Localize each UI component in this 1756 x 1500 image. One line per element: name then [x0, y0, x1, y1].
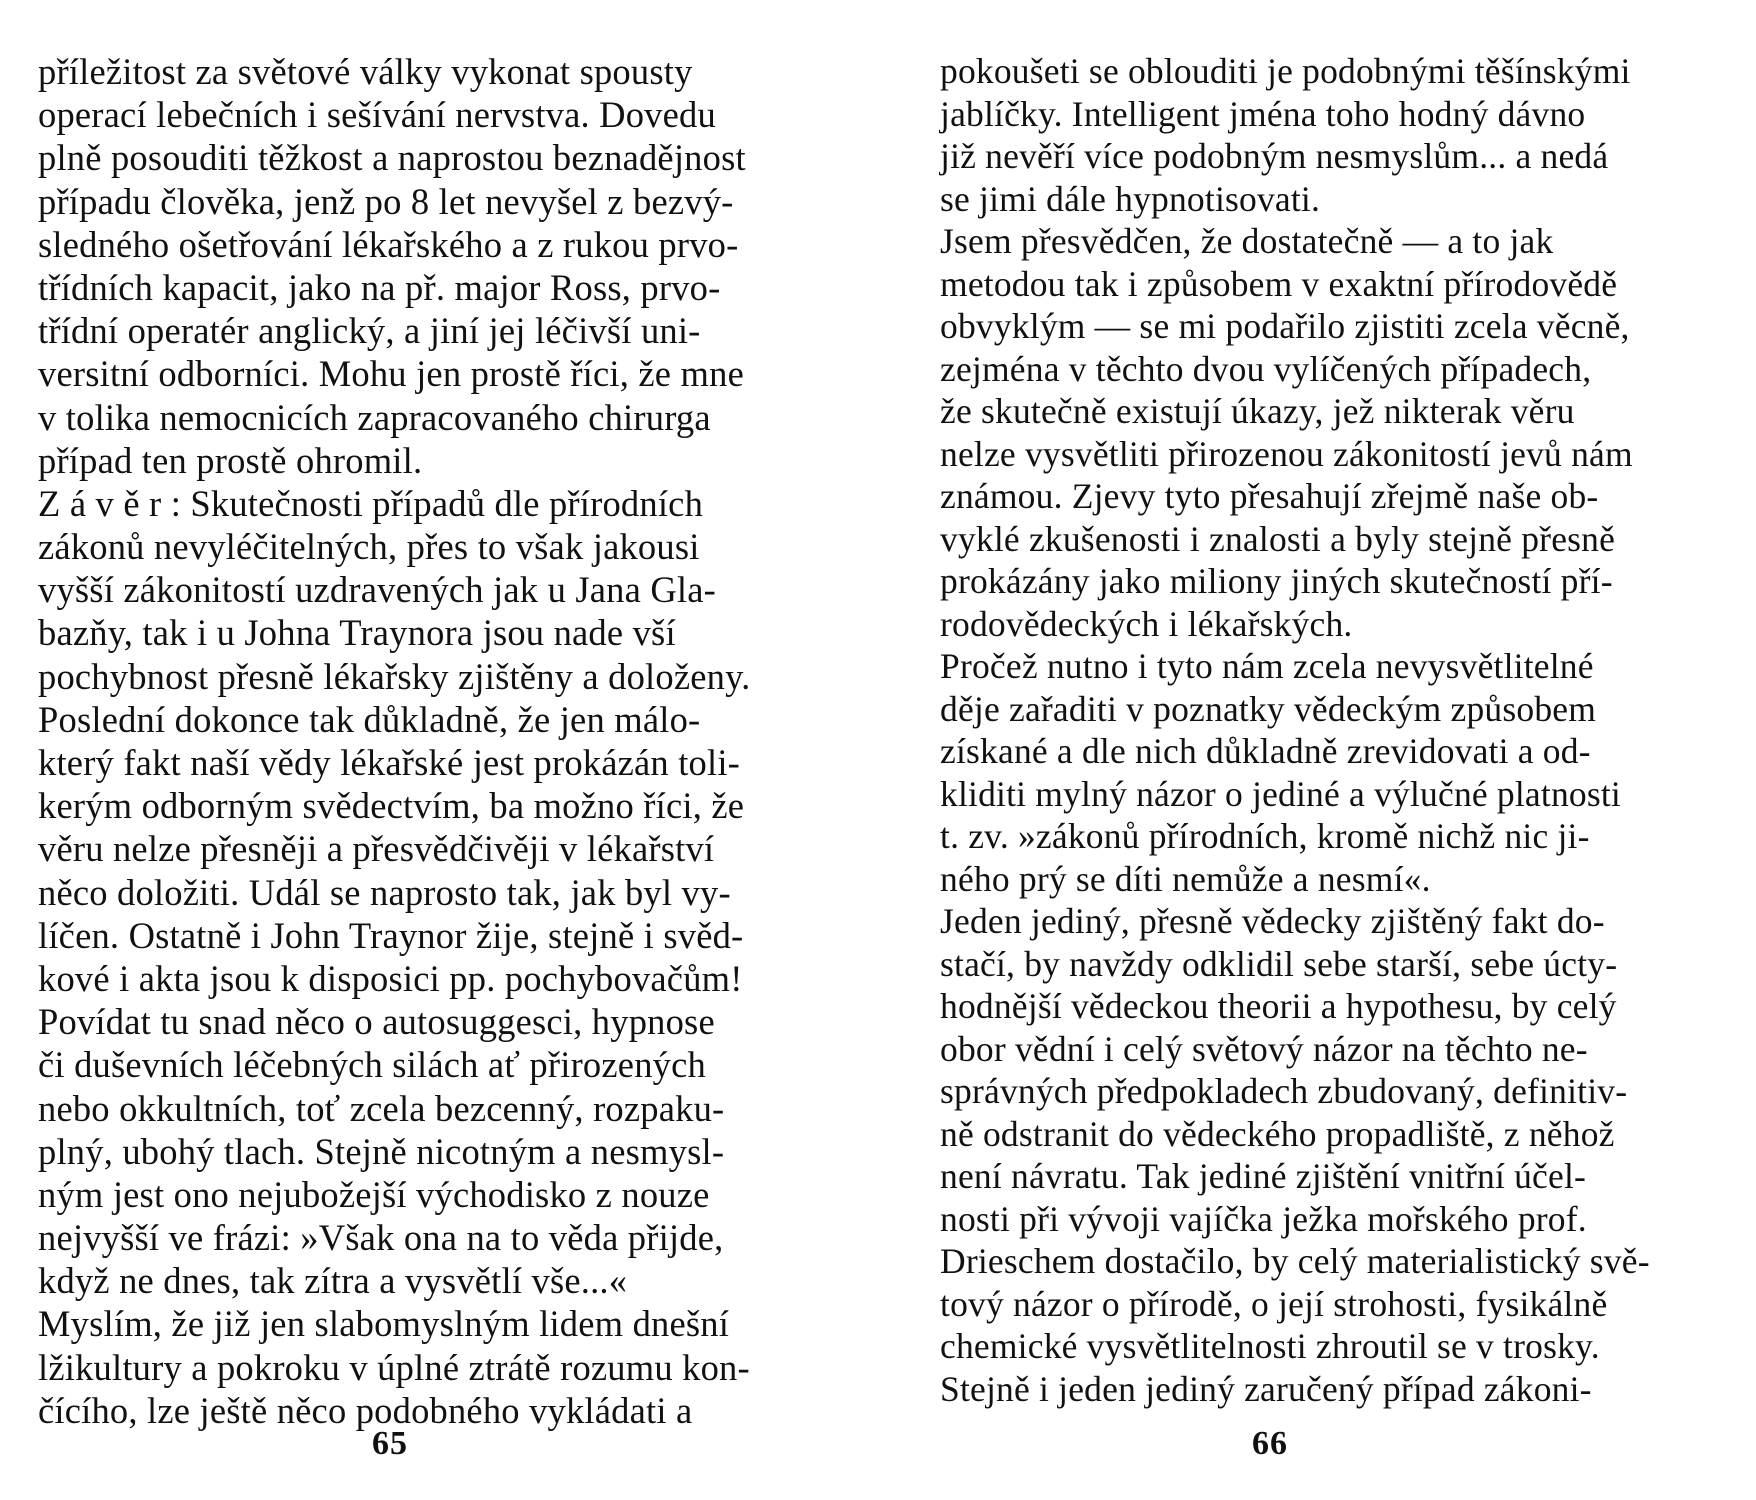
left-page-text [38, 50, 828, 1432]
text-line: tový názor o přírodě, o její strohosti, fysikálně [940, 1283, 1608, 1324]
text-line: třídních kapacit, jako na př. major Ross, prvo- [38, 266, 721, 308]
text-line: rodovědeckých i lékařských. [940, 603, 1353, 644]
page-number: 65 [372, 1425, 408, 1462]
text-line: Myslím, že již jen slabomyslným lidem dnešní [38, 1303, 730, 1345]
text-line: nebo okkultních, toť zcela bezcenný, rozpaku- [38, 1087, 725, 1129]
text-line: vyklé zkušenosti i znalosti a byly stejně přesně [940, 518, 1616, 559]
text-line: obor vědní i celý světový názor na těchto ne- [940, 1028, 1588, 1069]
text-line: případ ten prostě ohromil. [38, 439, 423, 481]
text-line: kliditi mylný názor o jediné a výlučné platnosti [940, 773, 1621, 814]
text-line: nelze vysvětliti přirozenou zákonitostí jevů nám [940, 433, 1633, 474]
right-page [880, 0, 1670, 1500]
text-line: že skutečně existují úkazy, jež nikterak věru [940, 391, 1575, 431]
text-line: plný, ubohý tlach. Stejně nicotným a nesmysl- [38, 1130, 725, 1172]
text-line: hodnější vědeckou theorii a hypothesu, by celý [940, 986, 1617, 1026]
text-line: t. zv. »zákonů přírodních, kromě nichž nic ji- [940, 816, 1590, 856]
text-line: nosti při vývoji vajíčka ježka mořského prof. [940, 1198, 1587, 1239]
text-line: bazňy, tak i u Johna Traynora jsou nade vší [38, 612, 676, 654]
text-line: plně posouditi těžkost a naprostou beznadějnost [38, 137, 746, 179]
text-line: stačí, by navždy odklidil sebe starší, sebe úcty- [940, 943, 1618, 984]
text-line: pokoušeti se oblouditi je podobnými těšínskými [940, 51, 1631, 91]
text-line: známou. Zjevy tyto přesahují zřejmě naše ob- [940, 476, 1599, 516]
text-line: případu člověka, jenž po 8 let nevyšel z bezvý- [38, 180, 734, 222]
text-line: versitní odborníci. Mohu jen prostě říci, že mne [38, 353, 744, 395]
text-line: v tolika nemocnicích zapracovaného chirurga [38, 396, 711, 438]
text-line: či duševních léčebných silách ať přirozených [38, 1044, 706, 1086]
text-line: Z á v ě r : Skutečnosti případů dle přírodních [38, 482, 704, 524]
text-line: chemické vysvětlitelnosti zhroutil se v trosky. [940, 1326, 1600, 1366]
text-line: zejména v těchto dvou vylíčených případech, [940, 348, 1592, 389]
text-line: Povídat tu snad něco o autosuggesci, hypnose [38, 1001, 715, 1043]
text-line: kové i akta jsou k disposici pp. pochybovačům! [38, 957, 743, 999]
text-line: který fakt naší vědy lékařské jest prokázán toli- [38, 742, 741, 783]
text-line: Poslední dokonce tak důkladně, že jen málo- [38, 698, 701, 740]
text-line: metodou tak i způsobem v exaktní přírodovědě [940, 263, 1618, 304]
text-line: Jsem přesvědčen, že dostatečně — a to jak [940, 221, 1554, 261]
text-line: obvyklým — se mi podařilo zjistiti zcela věcně, [940, 306, 1630, 346]
text-line: lžikultury a pokroku v úplné ztrátě rozumu kon- [38, 1346, 750, 1388]
text-line: líčen. Ostatně i John Traynor žije, stejně i svěd- [38, 914, 744, 956]
left-page [0, 0, 790, 1500]
text-line: příležitost za světové války vykonat spousty [38, 51, 693, 92]
text-line: děje zařaditi v poznatky vědeckým způsobem [940, 688, 1597, 729]
text-line: jablíčky. Intelligent jména toho hodný dávno [940, 93, 1586, 134]
text-line: ně odstranit do vědeckého propadliště, z něhož [940, 1113, 1615, 1154]
text-line: třídní operatér anglický, a jiní jej léčivší uni- [38, 310, 701, 352]
text-line: získané a dle nich důkladně zrevidovati a od- [940, 731, 1591, 771]
right-page-text [940, 50, 1730, 1410]
text-line: prokázány jako miliony jiných skutečností pří- [940, 561, 1613, 601]
text-line: něco doložiti. Udál se naprosto tak, jak byl vy- [38, 871, 731, 913]
text-line: pochybnost přesně lékařsky zjištěny a doloženy. [38, 655, 751, 697]
text-line: není návratu. Tak jediné zjištění vnitřní účel- [940, 1156, 1587, 1196]
text-line: již nevěří více podobným nesmyslům... a nedá [940, 136, 1609, 176]
text-line: Jeden jediný, přesně vědecky zjištěný fakt do- [940, 901, 1605, 941]
text-line: věru nelze přesněji a přesvědčivěji v lékařství [38, 828, 715, 870]
text-line: čícího, lze ještě něco podobného vykládati a [38, 1389, 693, 1431]
text-line: operací lebečních i sešívání nervstva. Dovedu [38, 94, 716, 136]
text-line: kerým odborným svědectvím, ba možno říci, že [38, 785, 745, 827]
text-line: Stejně i jeden jediný zaručený případ zákoni- [940, 1368, 1592, 1409]
text-line: Pročež nutno i tyto nám zcela nevysvětlitelné [940, 646, 1594, 686]
text-line: vyšší zákonitostí uzdravených jak u Jana Gla- [38, 569, 716, 611]
text-line: když ne dnes, tak zítra a vysvětlí vše...« [38, 1260, 628, 1302]
text-line: zákonů nevyléčitelných, přes to však jakousi [38, 526, 700, 568]
text-line: ným jest ono nejubožejší východisko z nouze [38, 1173, 710, 1215]
text-line: správných předpokladech zbudovaný, definitiv- [940, 1071, 1628, 1111]
text-line: nejvyšší ve frázi: »Však ona na to věda přijde, [38, 1217, 724, 1259]
text-line: Drieschem dostačilo, by celý materialistický svě- [940, 1241, 1650, 1281]
text-line: sledného ošetřování lékařského a z rukou prvo- [38, 223, 739, 265]
text-line: ného prý se díti nemůže a nesmí«. [940, 858, 1431, 899]
page-number: 66 [1252, 1425, 1288, 1462]
text-line: se jimi dále hypnotisovati. [940, 178, 1321, 219]
